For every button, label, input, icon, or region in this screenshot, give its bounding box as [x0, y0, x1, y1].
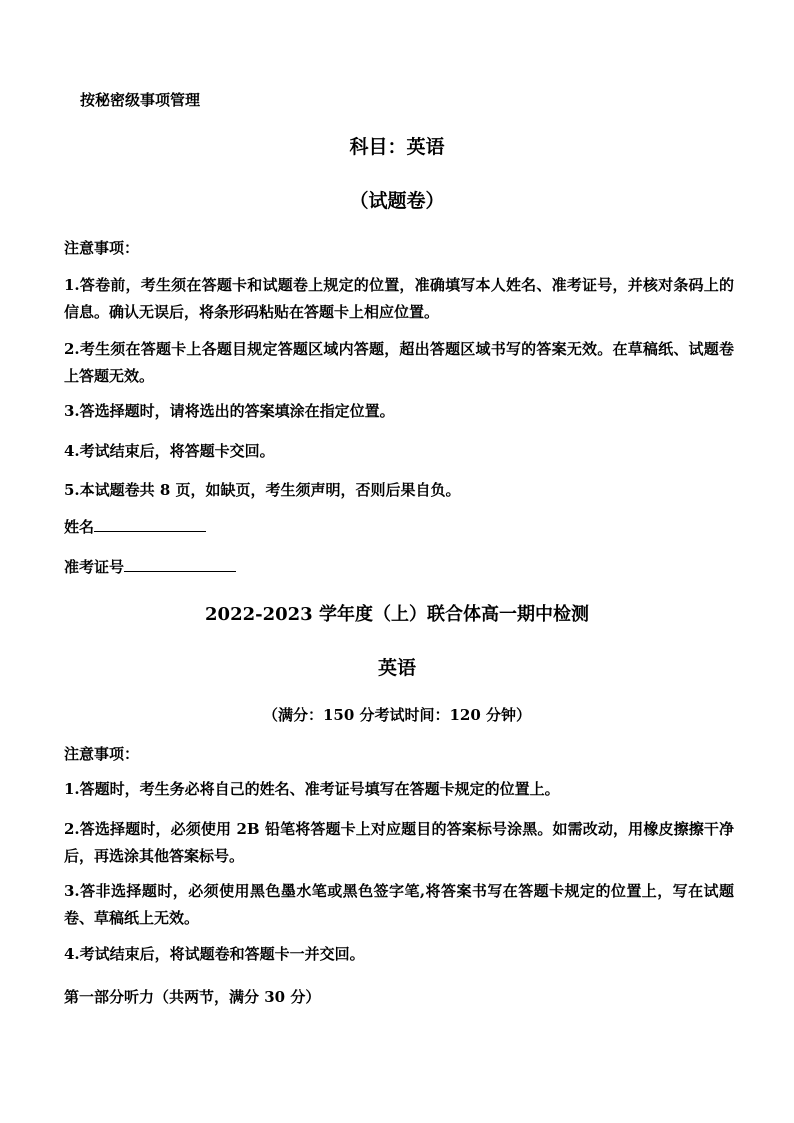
notice1-item-5: 5.本试题卷共 8 页，如缺页，考生须声明，否则后果自负。 — [64, 481, 461, 499]
exam-title: 2022-2023 学年度（上）联合体高一期中检测 — [205, 604, 589, 625]
notice1-title: 注意事项： — [64, 239, 140, 257]
paper-type-title: （试题卷） — [349, 190, 445, 212]
exam-info: （满分：150 分考试时间：120 分钟） — [262, 706, 532, 724]
subject-title: 科目：英语 — [349, 136, 445, 158]
name-label: 姓名 — [64, 518, 95, 536]
notice2-item-4: 4.考试结束后，将试题卷和答题卡一并交回。 — [64, 945, 365, 963]
notice2-item-2: 2.答选择题时，必须使用 2B 铅笔将答题卡上对应题目的答案标号涂黑。如需改动，用橡皮擦擦干净后，再选涂其他答案标号。 — [64, 820, 734, 865]
notice2-item-3: 3.答非选择题时，必须使用黑色墨水笔或黑色签字笔,将答案书写在答题卡规定的位置上，写在试题卷、草稿纸上无效。 — [64, 882, 734, 927]
exam-subject: 英语 — [377, 657, 416, 679]
exam-id-field[interactable] — [64, 557, 236, 577]
exam-id-label: 准考证号 — [64, 558, 125, 576]
confidential-label: 按秘密级事项管理 — [80, 91, 201, 109]
name-blank[interactable] — [94, 517, 206, 532]
notice2-item-1: 1.答题时，考生务必将自己的姓名、准考证号填写在答题卡规定的位置上。 — [64, 780, 560, 798]
name-field[interactable] — [64, 517, 206, 537]
exam-id-blank[interactable] — [124, 557, 236, 572]
notice1-item-4: 4.考试结束后，将答题卡交回。 — [64, 442, 275, 460]
part1-heading: 第一部分听力（共两节，满分 30 分） — [64, 988, 321, 1006]
notice1-item-3: 3.答选择题时，请将选出的答案填涂在指定位置。 — [64, 402, 395, 420]
notice1-item-1: 1.答卷前，考生须在答题卡和试题卷上规定的位置，准确填写本人姓名、准考证号，并核对条码上的信息。确认无误后，将条形码粘贴在答题卡上相应位置。 — [64, 276, 734, 321]
notice1-item-2: 2.考生须在答题卡上各题目规定答题区域内答题，超出答题区域书写的答案无效。在草稿纸、试题卷上答题无效。 — [64, 340, 734, 385]
notice2-title: 注意事项： — [64, 745, 140, 763]
